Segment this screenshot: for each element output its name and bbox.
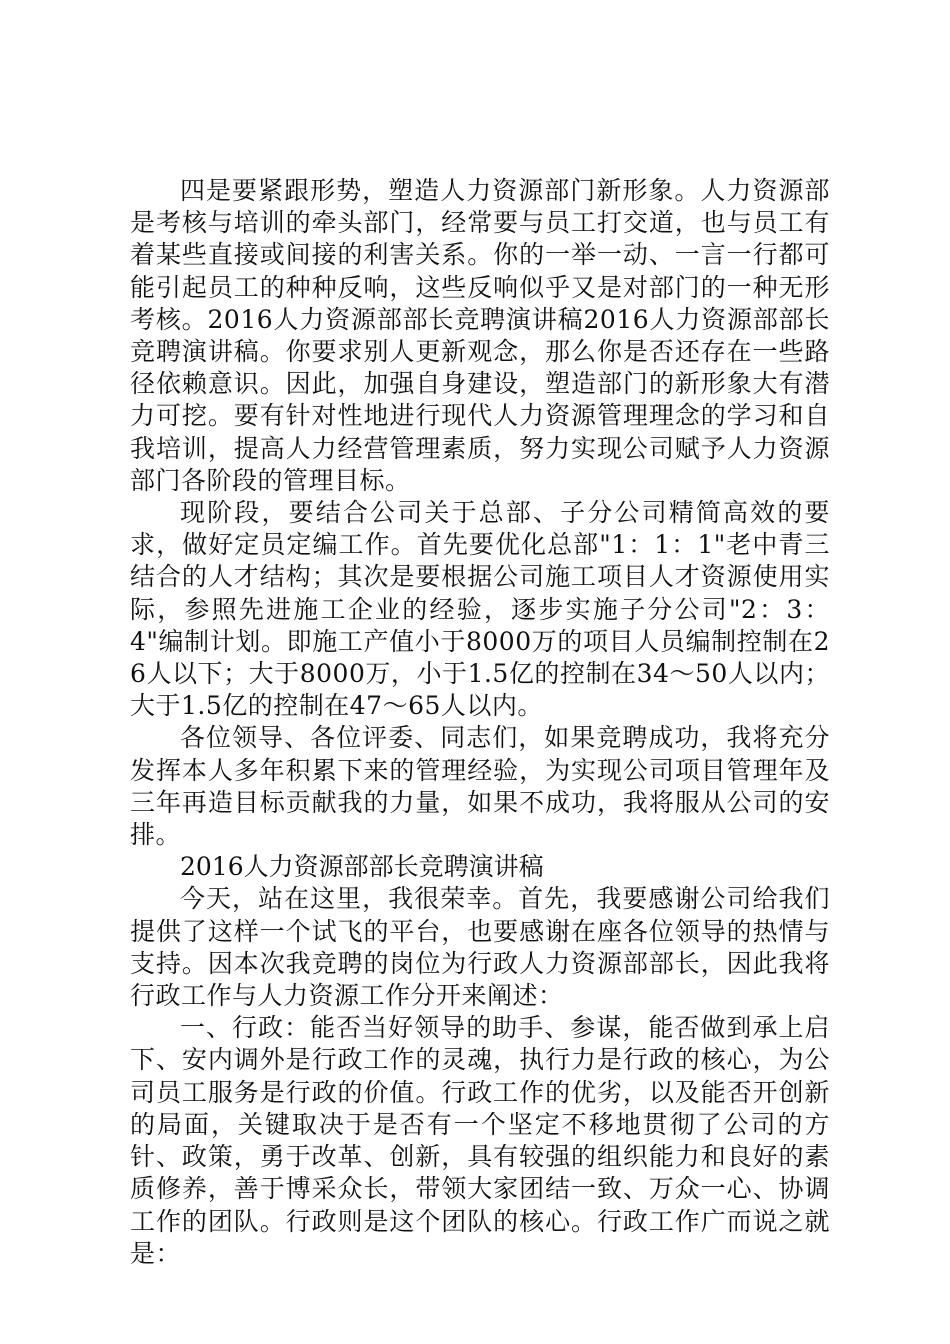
paragraph-staffing-plan: 现阶段，要结合公司关于总部、子分公司精简高效的要求，做好定员定编工作。首先要优化总部"1：1：1"老中青三结合的人才结构；其次是要根据公司施工项目人才资源使用实际，参照先进施工企业的经验，逐步实施子分公司"2：3：4"编制计划。即施工产值小于8000万的项目人员编制控制在26人以下；大于8000万，小于1.5亿的控制在34～50人以内；大于1.5亿的控制在47～65人以内。: [130, 498, 830, 721]
paragraph-opening: 今天，站在这里，我很荣幸。首先，我要感谢公司给我们提供了这样一个试飞的平台，也要感谢在座各位领导的热情与支持。因本次我竞聘的岗位为行政人力资源部部长，因此我将行政工作与人力资源工作分开来阐述：: [130, 884, 830, 1011]
paragraph-administration: 一、行政：能否当好领导的助手、参谋，能否做到承上启下、安内调外是行政工作的灵魂，执行力是行政的核心，为公司员工服务是行政的价值。行政工作的优劣，以及能否开创新的局面，关键取决于是否有一个坚定不移地贯彻了公司的方针、政策，勇于改革、创新，具有较强的组织能力和良好的素质修养，善于博采众长，带领大家团结一致、万众一心、协调工作的团队。行政则是这个团队的核心。行政工作广而说之就是：: [130, 1013, 830, 1268]
paragraph-hr-image: 四是要紧跟形势，塑造人力资源部门新形象。人力资源部是考核与培训的牵头部门，经常要与员工打交道，也与员工有着某些直接或间接的利害关系。你的一举一动、一言一行都可能引起员工的种种反响，这些反响似乎又是对部门的一种无形考核。2016人力资源部部长竞聘演讲稿2016人力资源部部长竞聘演讲稿。你要求别人更新观念，那么你是否还存在一些路径依赖意识。因此，加强自身建设，塑造部门的新形象大有潜力可挖。要有针对性地进行现代人力资源管理理念的学习和自我培训，提高人力经营管理素质，努力实现公司赋予人力资源部门各阶段的管理目标。: [130, 176, 830, 495]
speech-title: 2016人力资源部部长竞聘演讲稿: [180, 852, 544, 882]
paragraph-closing: 各位领导、各位评委、同志们，如果竞聘成功，我将充分发挥本人多年积累下来的管理经验，为实现公司项目管理年及三年再造目标贡献我的力量，如果不成功，我将服从公司的安排。: [130, 723, 830, 850]
document-body: [130, 175, 830, 1270]
